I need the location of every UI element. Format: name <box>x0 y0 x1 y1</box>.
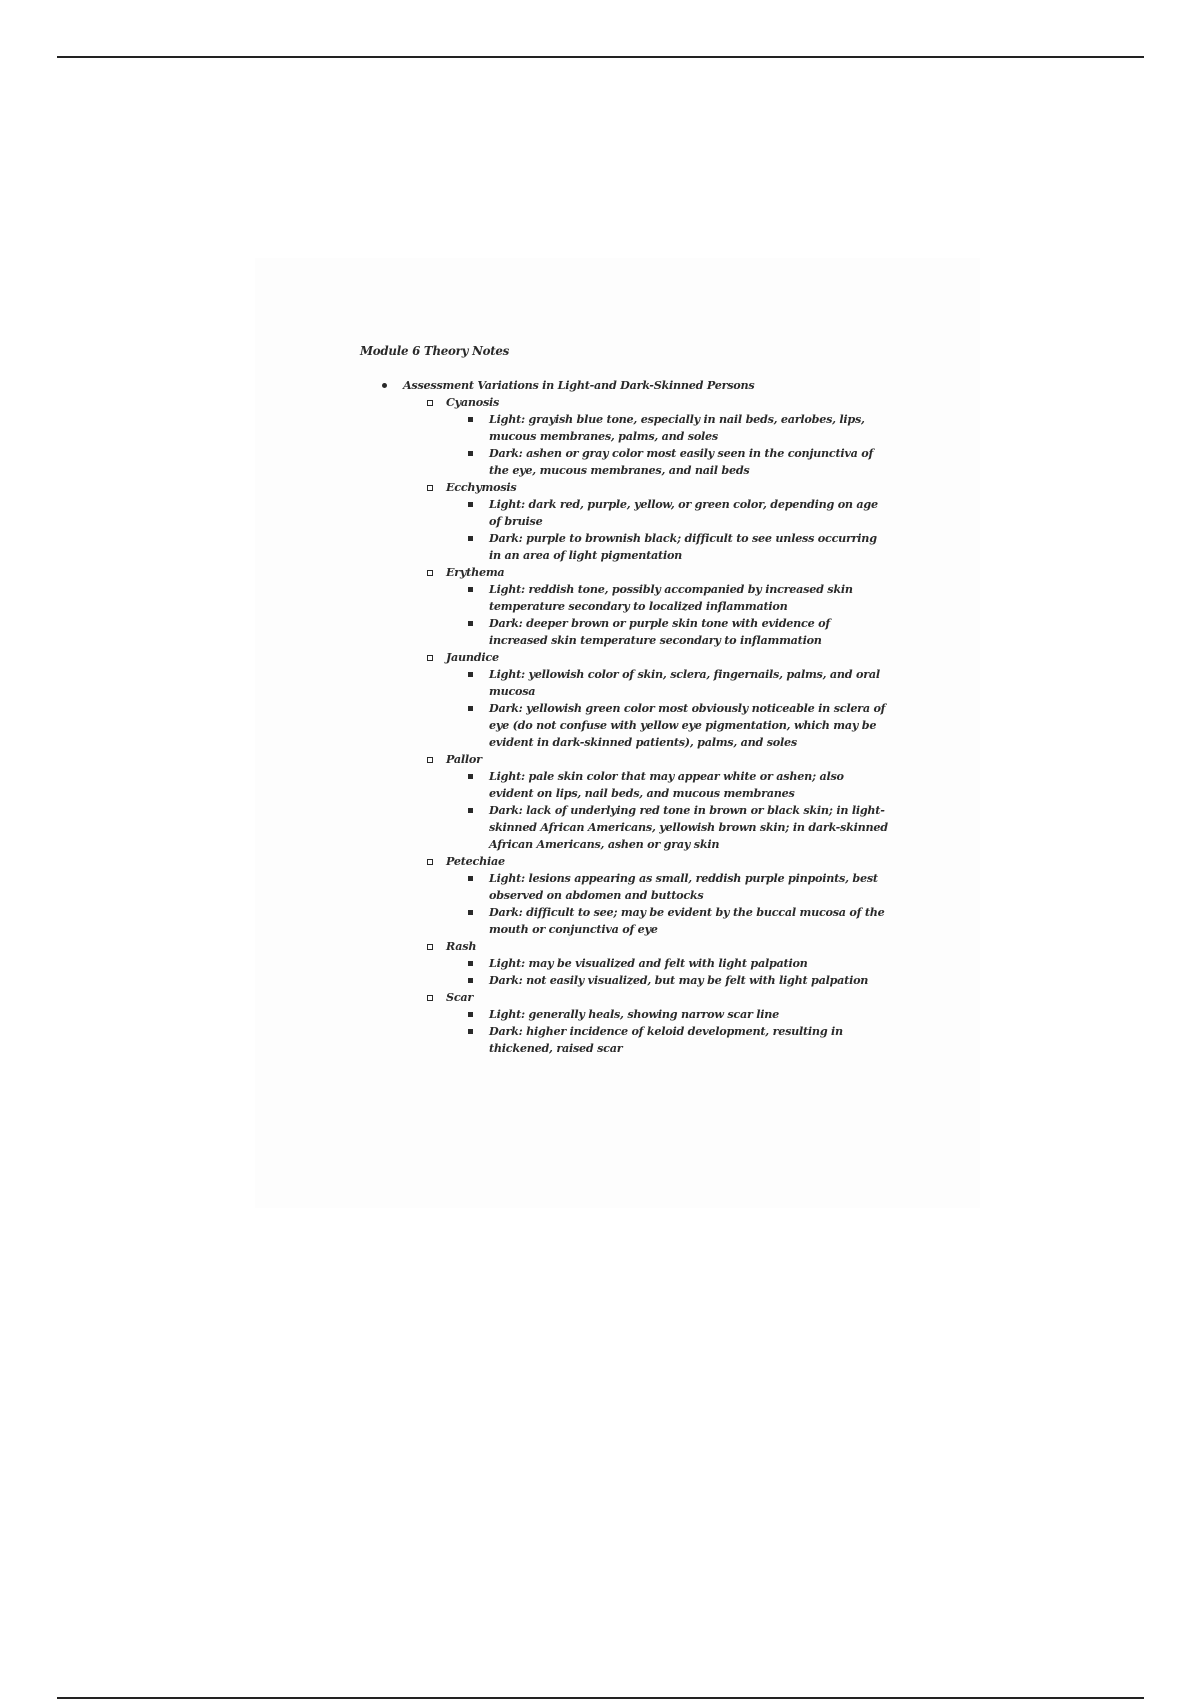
condition-cyanosis <box>403 394 890 479</box>
condition-pallor <box>403 751 890 853</box>
variation-list <box>446 496 890 564</box>
variation-light: Light: lesions appearing as small, reddish purple pinpoints, best observed on abdomen and buttocks <box>446 870 890 904</box>
main-list <box>360 377 890 1057</box>
condition-name: Pallor <box>446 752 482 766</box>
variation-list <box>446 666 890 751</box>
condition-name: Rash <box>446 939 477 953</box>
footer-rule <box>57 1697 1144 1699</box>
variation-dark: Dark: purple to brownish black; difficult to see unless occurring in an area of light pigmentation <box>446 530 890 564</box>
variation-list <box>446 870 890 938</box>
condition-scar <box>403 989 890 1057</box>
conditions-list <box>403 394 890 1057</box>
variation-list <box>446 955 890 989</box>
variation-list <box>446 768 890 853</box>
condition-name: Scar <box>446 990 474 1004</box>
condition-name: Petechiae <box>446 854 505 868</box>
notes-content <box>360 343 890 1057</box>
main-list-item <box>360 377 890 1057</box>
condition-jaundice <box>403 649 890 751</box>
variation-light: Light: dark red, purple, yellow, or green color, depending on age of bruise <box>446 496 890 530</box>
variation-light: Light: may be visualized and felt with light palpation <box>446 955 890 972</box>
condition-ecchymosis <box>403 479 890 564</box>
variation-dark: Dark: lack of underlying red tone in brown or black skin; in light-skinned African Americans, yellowish brown skin; in dark-skinned African Americans, ashen or gray skin <box>446 802 890 853</box>
embedded-document-image <box>255 258 980 1208</box>
variation-light: Light: generally heals, showing narrow scar line <box>446 1006 890 1023</box>
condition-name: Ecchymosis <box>446 480 517 494</box>
condition-rash <box>403 938 890 989</box>
variation-dark: Dark: not easily visualized, but may be felt with light palpation <box>446 972 890 989</box>
variation-dark: Dark: higher incidence of keloid development, resulting in thickened, raised scar <box>446 1023 890 1057</box>
condition-erythema <box>403 564 890 649</box>
variation-light: Light: grayish blue tone, especially in nail beds, earlobes, lips, mucous membranes, palms, and soles <box>446 411 890 445</box>
condition-petechiae <box>403 853 890 938</box>
document-title: Module 6 Theory Notes <box>360 344 510 358</box>
condition-name: Cyanosis <box>446 395 500 409</box>
variation-dark: Dark: difficult to see; may be evident by the buccal mucosa of the mouth or conjunctiva of eye <box>446 904 890 938</box>
variation-list <box>446 1006 890 1057</box>
section-heading: Assessment Variations in Light-and Dark-Skinned Persons <box>403 378 755 392</box>
variation-light: Light: reddish tone, possibly accompanied by increased skin temperature secondary to localized inflammation <box>446 581 890 615</box>
variation-dark: Dark: ashen or gray color most easily seen in the conjunctiva of the eye, mucous membranes, and nail beds <box>446 445 890 479</box>
header-rule <box>57 56 1144 58</box>
variation-dark: Dark: yellowish green color most obviously noticeable in sclera of eye (do not confuse with yellow eye pigmentation, which may be evident in dark-skinned patients), palms, and soles <box>446 700 890 751</box>
variation-light: Light: pale skin color that may appear white or ashen; also evident on lips, nail beds, and mucous membranes <box>446 768 890 802</box>
variation-dark: Dark: deeper brown or purple skin tone with evidence of increased skin temperature secondary to inflammation <box>446 615 890 649</box>
condition-name: Jaundice <box>446 650 499 664</box>
variation-list <box>446 411 890 479</box>
variation-light: Light: yellowish color of skin, sclera, fingernails, palms, and oral mucosa <box>446 666 890 700</box>
condition-name: Erythema <box>446 565 505 579</box>
variation-list <box>446 581 890 649</box>
